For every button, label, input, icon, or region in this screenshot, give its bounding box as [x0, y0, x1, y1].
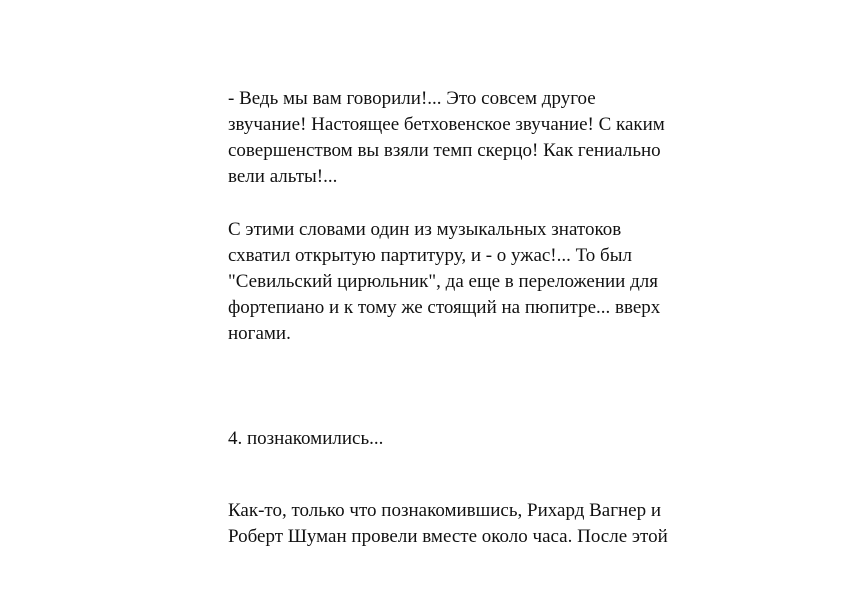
text-line: - Ведь мы вам говорили!... Это совсем другое: [228, 88, 596, 109]
text-line: ногами.: [228, 323, 291, 344]
text-line: С этими словами один из музыкальных знатоков: [228, 219, 622, 240]
paragraph-3: [228, 498, 748, 550]
section-heading: [228, 426, 748, 452]
text-line: "Севильский цирюльник", да еще в переложении для: [228, 271, 658, 292]
text-line: звучание! Настоящее бетховенское звучание! С каким: [228, 114, 665, 135]
text-line: Как-то, только что познакомившись, Рихард Вагнер и: [228, 500, 662, 521]
text-line: Роберт Шуман провели вместе около часа. После этой: [228, 526, 668, 547]
text-line: вели альты!...: [228, 166, 338, 187]
paragraph-1: [228, 86, 748, 190]
paragraph-2: [228, 217, 748, 347]
text-line: схватил открытую партитуру, и - о ужас!... То был: [228, 245, 632, 266]
text-line: фортепиано и к тому же стоящий на пюпитре... вверх: [228, 297, 661, 318]
text-line: совершенством вы взяли темп скерцо! Как гениально: [228, 140, 661, 161]
section-heading-text: 4. познакомились...: [228, 428, 384, 449]
